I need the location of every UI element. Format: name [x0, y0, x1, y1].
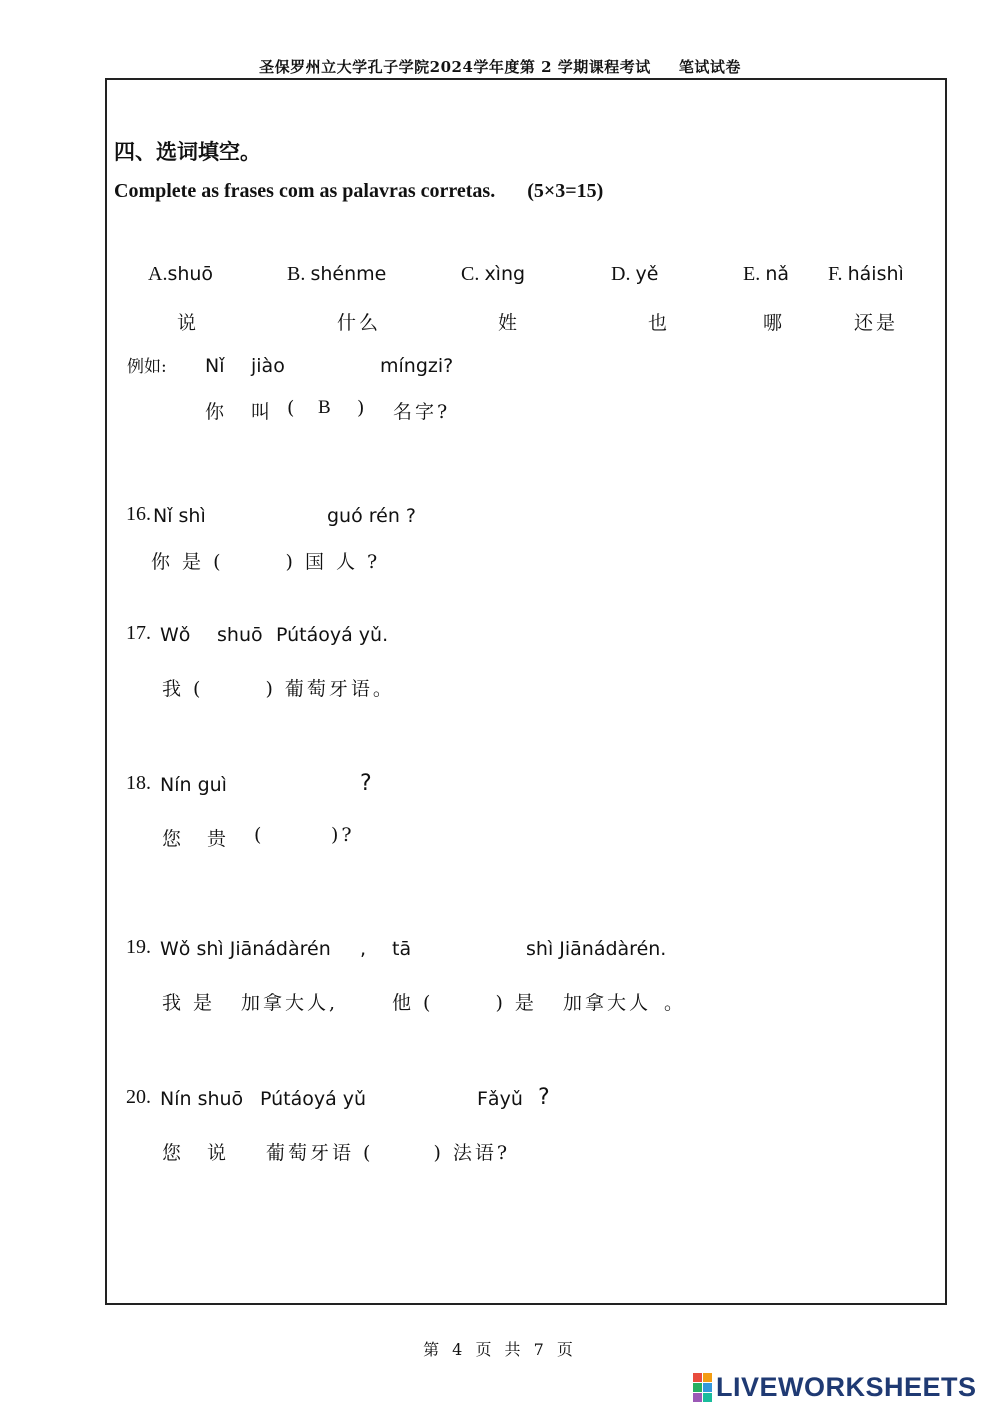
example-hanzi-3: ( [287, 397, 298, 419]
option-letter: D. [611, 263, 631, 285]
question-18-hanzi-2: 贵 [207, 828, 230, 850]
question-18-pinyin-2: ? [360, 771, 372, 796]
question-17-hanzi [162, 674, 395, 701]
option-letter: F. [828, 263, 843, 285]
option-letter: A. [148, 263, 168, 285]
question-20-pinyin-1: Nín shuō [160, 1088, 244, 1110]
logo-tile [703, 1373, 712, 1382]
example-pinyin-3: míngzi? [380, 355, 454, 377]
question-20-hanzi-2: 说 [207, 1142, 230, 1164]
question-16-pinyin-2: guó rén ? [327, 505, 417, 527]
logo-tile [693, 1373, 702, 1382]
example-pinyin-1: Nǐ [205, 355, 225, 377]
liveworksheets-logo[interactable] [693, 1372, 977, 1403]
question-16-number: 16. [126, 503, 151, 525]
example-pinyin-2: jiào [251, 355, 285, 377]
option-b [287, 263, 386, 286]
example-hanzi-1: 你 [205, 401, 228, 423]
example-hanzi-5: ) [357, 397, 368, 419]
question-19-hanzi-text: 他 ( [392, 992, 434, 1014]
option-pinyin: nǎ [765, 263, 789, 285]
option-pinyin: xìng [484, 263, 526, 285]
logo-tile [703, 1383, 712, 1392]
logo-tile [693, 1393, 702, 1402]
option-d [611, 263, 658, 286]
question-16-hanzi-text-2: ) 国 人 ? [285, 551, 381, 573]
option-e [743, 263, 789, 286]
question-19-pinyin-3: tā [392, 938, 412, 960]
question-18-hanzi-1: 您 [162, 828, 185, 850]
question-17-pinyin-3: Pútáoyá yǔ. [276, 624, 389, 646]
instruction-text: Complete as frases com as palavras corretas. [114, 180, 496, 202]
question-16-pinyin-1: Nǐ shì [153, 505, 206, 527]
question-19-pinyin-1: Wǒ shì Jiānádàrén [160, 938, 331, 960]
question-18-hanzi-4: )? [331, 824, 355, 846]
question-20-number: 20. [126, 1086, 151, 1108]
option-letter: E. [743, 263, 761, 285]
question-17-pinyin-1: Wǒ [160, 624, 191, 646]
question-20-hanzi-1: 您 [162, 1142, 185, 1164]
question-16-hanzi-text: 你 是 ( [151, 551, 224, 573]
question-18-number: 18. [126, 772, 151, 794]
question-17-hanzi-text: 我 ( [162, 678, 204, 700]
option-a-hanzi: 说 [177, 312, 200, 334]
question-19-hanzi-5: 加拿大人 [563, 992, 652, 1014]
question-20-pinyin-2: Pútáoyá yǔ [260, 1088, 367, 1110]
option-letter: C. [461, 263, 480, 285]
option-e-hanzi: 哪 [763, 312, 786, 334]
option-pinyin: shénme [310, 263, 387, 285]
question-17-number: 17. [126, 622, 151, 644]
question-18-hanzi-3: ( [254, 824, 265, 846]
question-20-pinyin-4: ? [538, 1085, 550, 1110]
option-f [828, 263, 904, 286]
question-19-hanzi-text-2: ) 是 [495, 992, 537, 1014]
question-19-hanzi-6: 。 [664, 992, 687, 1014]
exam-subtitle: 笔试试卷 [678, 58, 741, 76]
option-pinyin: háishì [847, 263, 904, 285]
logo-mark-icon [693, 1373, 712, 1402]
question-19-number: 19. [126, 936, 151, 958]
question-20-pinyin-3: Fǎyǔ [477, 1088, 523, 1110]
logo-text: LIVEWORKSHEETS [716, 1372, 977, 1402]
option-f-hanzi: 还是 [854, 312, 899, 334]
question-20-hanzi-text-2: ) 法语? [433, 1142, 511, 1164]
example-answer: B [318, 397, 334, 418]
option-c [461, 263, 525, 286]
question-19-hanzi-2: 加拿大人, [241, 992, 339, 1014]
answer-blank-18[interactable] [270, 822, 330, 850]
logo-tile [703, 1393, 712, 1402]
question-17-pinyin-2: shuō [217, 624, 263, 646]
option-pinyin: shuō [167, 263, 214, 285]
option-letter: B. [287, 263, 306, 285]
option-b-hanzi: 什么 [337, 312, 382, 334]
question-20-hanzi-3 [266, 1138, 510, 1165]
example-label: 例如: [127, 357, 167, 377]
option-d-hanzi: 也 [648, 312, 671, 334]
logo-tile [693, 1383, 702, 1392]
exam-title: 圣保罗州立大学孔子学院2024学年度第 2 学期课程考试 [259, 58, 651, 76]
page-footer: 第 4 页 共 7 页 [423, 1340, 577, 1359]
section-title: 四、选词填空。 [114, 139, 261, 164]
question-19-hanzi-3 [392, 988, 537, 1015]
option-c-hanzi: 姓 [498, 312, 521, 334]
exam-header [0, 56, 1000, 77]
question-20-hanzi-text: 葡萄牙语 ( [266, 1142, 374, 1164]
question-17-hanzi-text-2: ) 葡萄牙语。 [265, 678, 395, 700]
question-19-pinyin-4: shì Jiānádàrén. [526, 938, 667, 960]
section-instruction [114, 180, 603, 203]
option-pinyin: yě [635, 263, 659, 285]
option-a [148, 263, 213, 286]
question-19-hanzi-1: 我 是 [162, 992, 216, 1014]
example-hanzi-2: 叫 [251, 401, 274, 423]
score-text: (5×3=15) [527, 180, 604, 202]
question-16-hanzi-1 [151, 547, 380, 574]
question-18-pinyin-1: Nín guì [160, 774, 227, 796]
example-hanzi-6: 名字? [393, 401, 451, 423]
question-19-pinyin-2: , [360, 938, 367, 960]
